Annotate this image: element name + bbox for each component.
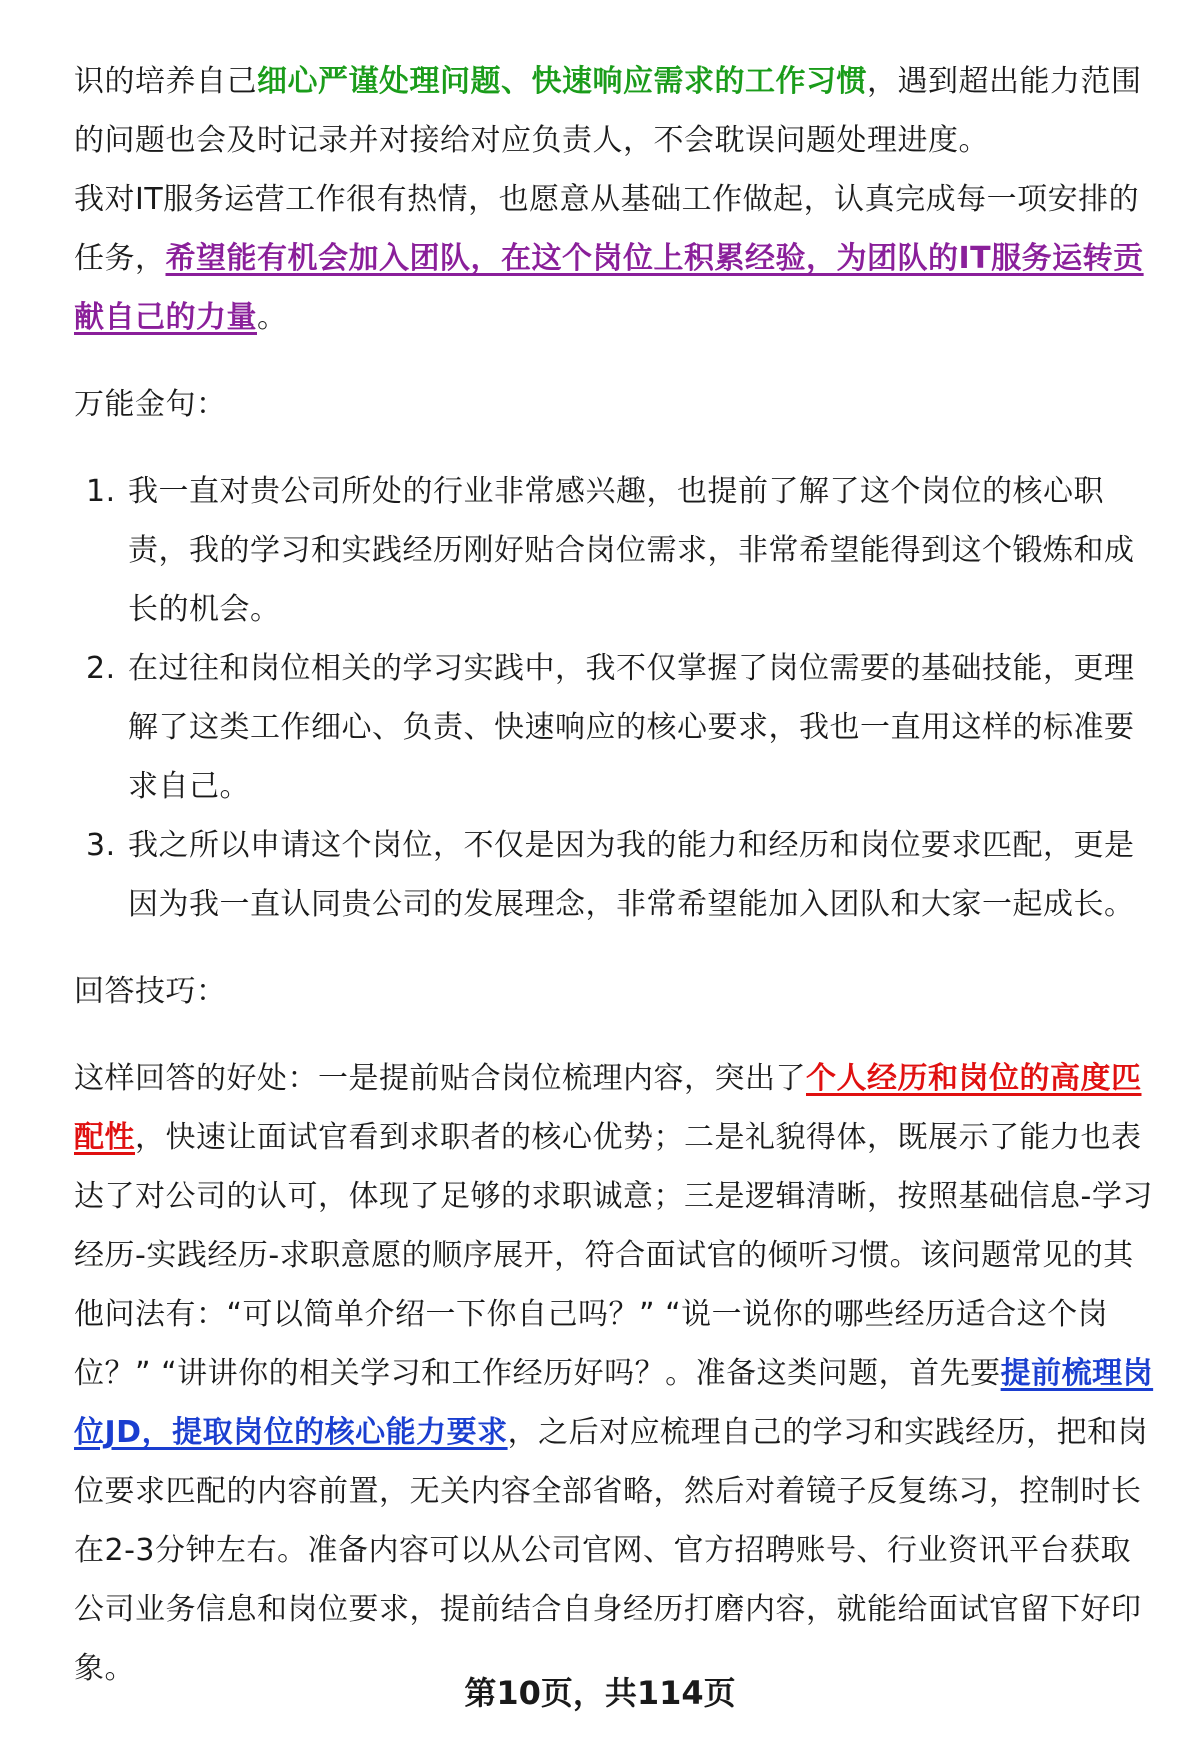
paragraph-text: 。: [257, 300, 288, 335]
list-item: [74, 816, 1154, 934]
list-item: [74, 639, 1154, 816]
highlight-purple: 希望能有机会加入团队，在这个岗位上积累经验，为团队的IT服务运转贡献自己的力量: [74, 241, 1144, 335]
paragraph-text: 我对IT服务运营工作很有热情，也愿意从基础工作做起，认真完成每一项安排的任务，: [74, 182, 1140, 276]
paragraph-text: 识的培养自己: [74, 64, 257, 99]
list-number: 3.: [86, 828, 116, 863]
paragraph-intro: [74, 52, 1154, 170]
paragraph-text: ，之后对应梳理自己的学习和实践经历，把和岗位要求匹配的内容前置，无关内容全部省略，然后对着镜子反复练习，控制时长在2-3分钟左右。准备内容可以从公司官网、官方招聘账号、行业资讯平台获取公司业务信息和岗位要求，提前结合自身经历打磨内容，就能给面试官留下好印象。: [74, 1415, 1149, 1686]
paragraph-text: ，遇到超出能力范围的问题也会及时记录并对接给对应负责人，不会耽误问题处理进度。: [74, 64, 1142, 158]
list-item: [74, 462, 1154, 639]
paragraph-tips: [74, 1049, 1154, 1698]
paragraph-motivation: [74, 170, 1154, 347]
section-heading-tips: 回答技巧：: [74, 974, 227, 1009]
highlight-blue: 提前梳理岗位JD，提取岗位的核心能力要求: [74, 1356, 1154, 1450]
paragraph-text: ，快速让面试官看到求职者的核心优势；二是礼貌得体，既展示了能力也表达了对公司的认可，体现了足够的求职诚意；三是逻辑清晰，按照基础信息-学习经历-实践经历-求职意愿的顺序展开，符合面试官的倾听习惯。该问题常见的其他问法有：“可以简单介绍一下你自己吗？” “说一说你的哪些经历适合这个岗位？” “讲讲你的相关学习和工作经历好吗？。准备这类问题，首先要: [74, 1120, 1153, 1391]
golden-sentence-list: [74, 462, 1154, 934]
document-page: [74, 52, 1154, 1698]
list-item-text: 我之所以申请这个岗位，不仅是因为我的能力和经历和岗位要求匹配，更是因为我一直认同贵公司的发展理念，非常希望能加入团队和大家一起成长。: [128, 828, 1135, 922]
list-number: 2.: [86, 651, 116, 686]
page-footer: 第10页，共114页: [464, 1674, 736, 1712]
list-number: 1.: [86, 474, 116, 509]
highlight-red: 个人经历和岗位的高度匹配性: [74, 1061, 1142, 1155]
highlight-green: 细心严谨处理问题、快速响应需求的工作习惯: [257, 64, 867, 99]
list-item-text: 我一直对贵公司所处的行业非常感兴趣，也提前了解了这个岗位的核心职责，我的学习和实践经历刚好贴合岗位需求，非常希望能得到这个锻炼和成长的机会。: [128, 474, 1135, 627]
paragraph-text: 这样回答的好处：一是提前贴合岗位梳理内容，突出了: [74, 1061, 806, 1096]
section-heading-golden: 万能金句：: [74, 387, 227, 422]
list-item-text: 在过往和岗位相关的学习实践中，我不仅掌握了岗位需要的基础技能，更理解了这类工作细心、负责、快速响应的核心要求，我也一直用这样的标准要求自己。: [128, 651, 1135, 804]
